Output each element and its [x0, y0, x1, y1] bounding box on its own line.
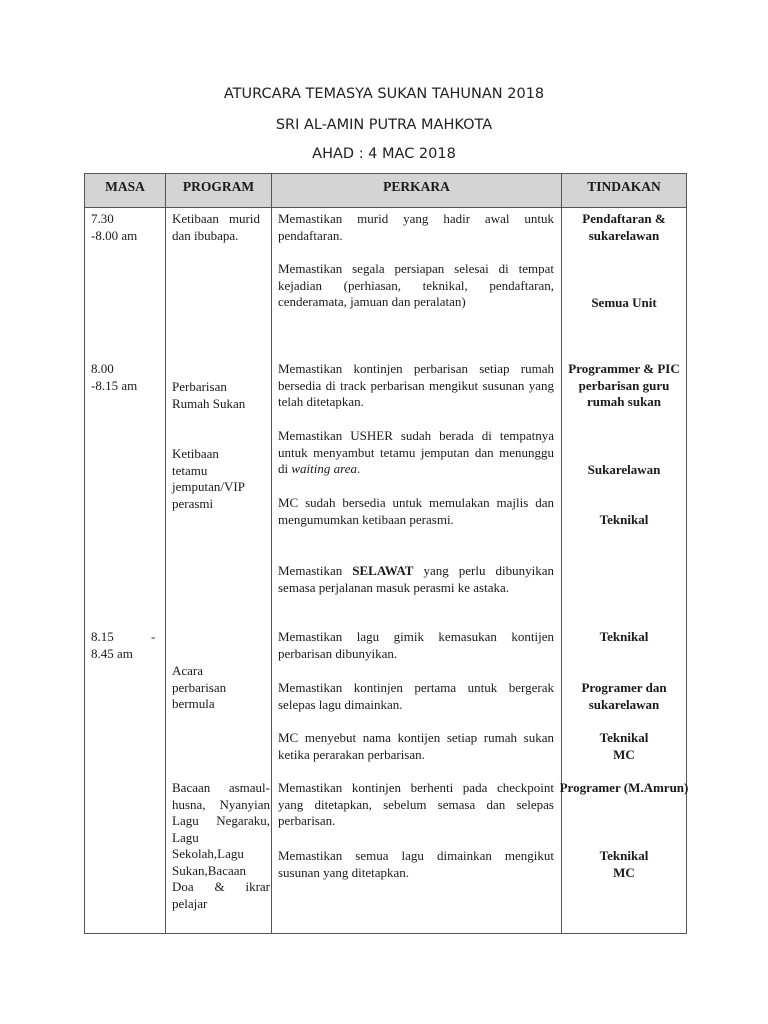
- tindakan-4: Sukarelawan: [587, 462, 661, 477]
- perkara-item-2: Memastikan segala persiapan selesai di tempat kejadian (perhiasan, teknikal, pendaftaran, cenderamata, jamuan dan peralatan): [278, 261, 554, 309]
- time-slot-3-end: 8.45 am: [91, 646, 133, 661]
- perkara-item-5: MC sudah bersedia untuk memulakan majlis dan mengumumkan ketibaan perasmi.: [278, 495, 554, 527]
- tindakan-5: Teknikal: [599, 512, 649, 527]
- tindakan-1: Pendaftaran & sukarelawan: [582, 211, 666, 243]
- school-name: SRI AL-AMIN PUTRA MAHKOTA: [275, 117, 493, 133]
- time-slot-3-start: 8.15: [91, 629, 114, 644]
- tindakan-cell: [559, 208, 689, 934]
- column-header-masa: MASA: [85, 174, 166, 208]
- tindakan-6: Teknikal: [599, 629, 649, 644]
- time-slot-3-dash: -: [151, 629, 156, 644]
- program-ketibaan-tetamu: Ketibaan tetamu jemputan/VIP perasmi: [172, 446, 245, 511]
- column-header-perkara: PERKARA: [272, 174, 562, 208]
- program-cell: [166, 208, 272, 934]
- perkara-item-9: MC menyebut nama kontijen setiap rumah sukan ketika perarakan perbarisan.: [278, 730, 554, 762]
- table-row: [85, 208, 687, 934]
- perkara-item-1: Memastikan murid yang hadir awal untuk pendaftaran.: [278, 211, 554, 243]
- time-slot-1: 7.30 -8.00 am: [91, 211, 138, 243]
- document-title: ATURCARA TEMASYA SUKAN TAHUNAN 2018: [223, 86, 545, 102]
- program-bacaan: Bacaan asmaul-husna, Nyanyian Lagu Negaraku, Lagu Sekolah,Lagu Sukan,Bacaan Doa & ikrar pelajar: [172, 780, 270, 911]
- perkara-item-10: Memastikan kontinjen berhenti pada checkpoint yang ditetapkan, sebelum semasa dan selepas perbarisan.: [278, 780, 554, 828]
- program-acara-perbarisan: Acara perbarisan bermula: [172, 663, 227, 711]
- schedule-table: [84, 173, 687, 934]
- tindakan-9: Programer (M.Amrun): [559, 780, 689, 795]
- perkara-cell: [272, 208, 562, 934]
- program-ketibaan-murid: Ketibaan murid dan ibubapa.: [172, 211, 260, 243]
- column-header-program: PROGRAM: [166, 174, 272, 208]
- perkara-item-7: Memastikan lagu gimik kemasukan kontijen perbarisan dibunyikan.: [278, 629, 554, 661]
- tindakan-7: Programer dan sukarelawan: [581, 680, 667, 712]
- tindakan-8: Teknikal MC: [599, 730, 649, 762]
- perkara-item-8: Memastikan kontinjen pertama untuk bergerak selepas lagu dimainkan.: [278, 680, 554, 712]
- tindakan-10: Teknikal MC: [599, 848, 649, 880]
- program-perbarisan: Perbarisan Rumah Sukan: [172, 379, 246, 411]
- tindakan-3: Programmer & PIC perbarisan guru rumah sukan: [568, 361, 680, 409]
- perkara-item-3: Memastikan kontinjen perbarisan setiap rumah bersedia di track perbarisan mengikut susunan yang telah ditetapkan.: [278, 361, 554, 409]
- time-slot-2: 8.00 -8.15 am: [91, 361, 138, 393]
- perkara-item-6: Memastikan SELAWAT yang perlu dibunyikan semasa perjalanan masuk perasmi ke astaka.: [278, 563, 554, 595]
- masa-cell: [85, 208, 166, 934]
- perkara-item-11: Memastikan semua lagu dimainkan mengikut susunan yang ditetapkan.: [278, 848, 554, 880]
- tindakan-2: Semua Unit: [591, 295, 657, 310]
- column-header-tindakan: TINDAKAN: [562, 174, 687, 208]
- table-header-row: [85, 174, 687, 208]
- perkara-item-4: Memastikan USHER sudah berada di tempatnya untuk menyambut tetamu jemputan dan menunggu di waiting area.: [278, 428, 554, 476]
- event-date: AHAD : 4 MAC 2018: [312, 146, 456, 162]
